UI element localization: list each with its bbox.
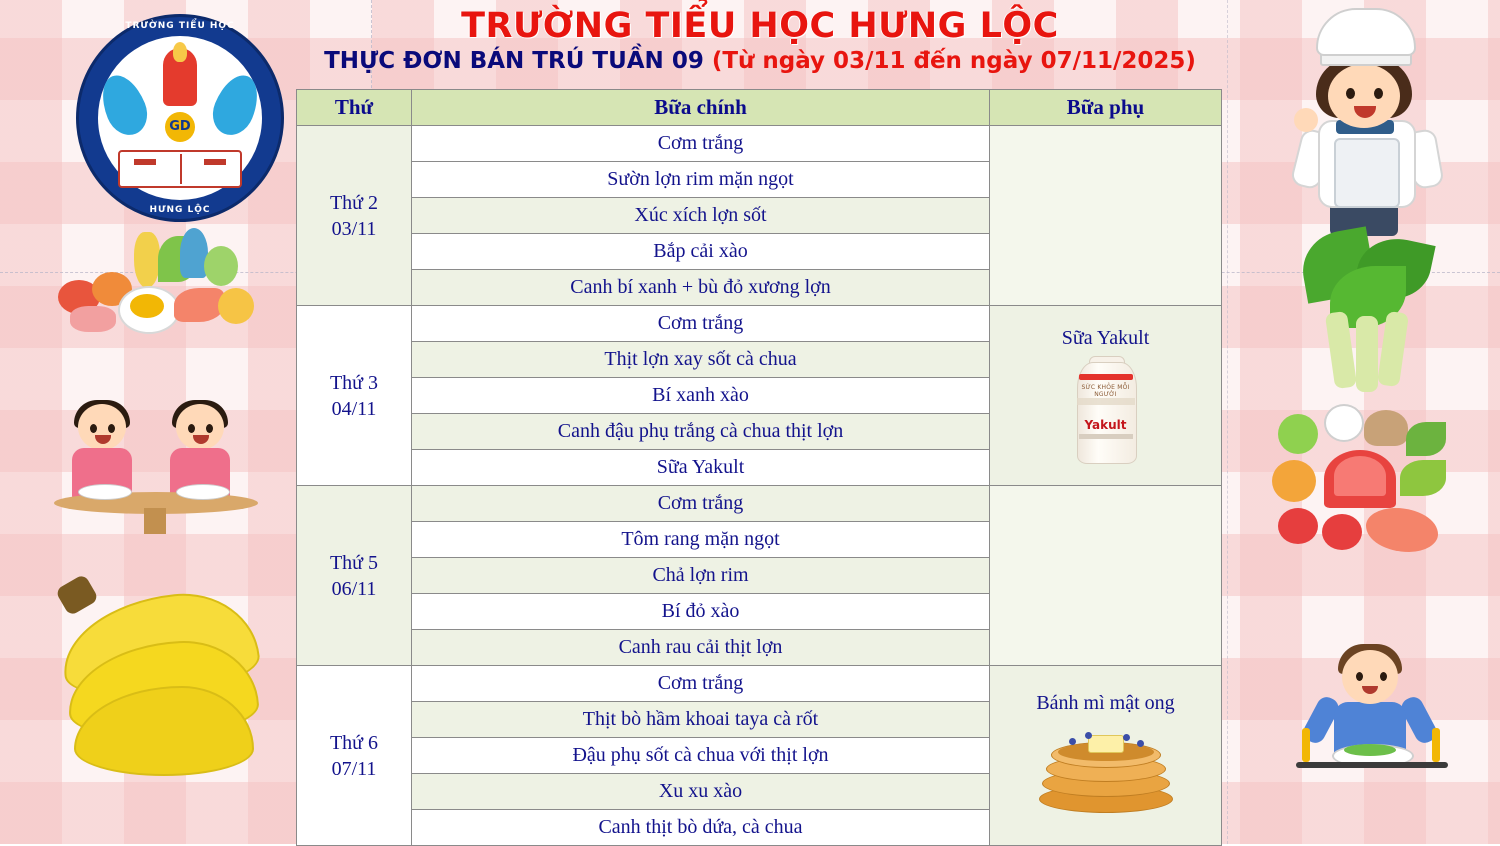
yakult-top-text: SỨC KHỎE MỖI NGƯỜI	[1081, 384, 1130, 398]
pancake-honey-icon	[1031, 723, 1181, 819]
dish-cell: Xúc xích lợn sốt	[412, 198, 990, 234]
dish-cell: Canh rau cải thịt lợn	[412, 630, 990, 666]
dish-cell: Canh đậu phụ trắng cà chua thịt lợn	[412, 414, 990, 450]
day-date: 07/11	[331, 757, 377, 780]
table-header-row	[297, 90, 1222, 126]
dish-cell: Cơm trắng	[412, 306, 990, 342]
menu-table-container	[296, 89, 1221, 846]
logo-badge: GD	[165, 112, 195, 142]
dish-cell: Cơm trắng	[412, 666, 990, 702]
yakult-brand: Yakult	[1084, 418, 1127, 432]
page-title: TRƯỜNG TIỂU HỌC HƯNG LỘC	[461, 6, 1059, 46]
table-row	[297, 666, 1222, 702]
dish-cell: Canh bí xanh + bù đỏ xương lợn	[412, 270, 990, 306]
fruit-vegetable-illustration	[1272, 404, 1462, 580]
day-name: Thứ 3	[329, 371, 379, 394]
kids-eating-illustration	[48, 396, 264, 536]
school-logo	[76, 14, 284, 222]
dish-cell: Cơm trắng	[412, 126, 990, 162]
page-header	[280, 6, 1240, 74]
yakult-bottle-icon	[1063, 356, 1149, 464]
dish-cell: Bí xanh xào	[412, 378, 990, 414]
dish-cell: Bắp cải xào	[412, 234, 990, 270]
snack-label: Sữa Yakult	[1061, 327, 1150, 349]
day-name: Thứ 5	[329, 551, 379, 574]
leafy-greens-illustration	[1272, 232, 1462, 396]
dish-cell: Sườn lợn rim mặn ngọt	[412, 162, 990, 198]
day-date: 03/11	[331, 217, 377, 240]
day-name: Thứ 6	[329, 731, 379, 754]
dish-cell: Chả lợn rim	[412, 558, 990, 594]
logo-book-icon	[118, 150, 242, 188]
bananas-illustration	[44, 560, 270, 800]
snack-label: Bánh mì mật ong	[1036, 692, 1175, 714]
column-header-main-meal: Bữa chính	[412, 90, 990, 126]
table-row	[297, 306, 1222, 342]
menu-table	[296, 89, 1222, 846]
day-name: Thứ 2	[329, 191, 379, 214]
chef-girl-illustration	[1272, 8, 1462, 238]
day-cell-friday	[297, 666, 412, 846]
dish-cell: Xu xu xào	[412, 774, 990, 810]
day-date: 04/11	[331, 397, 377, 420]
snack-cell-monday	[990, 126, 1222, 306]
dish-cell: Cơm trắng	[412, 486, 990, 522]
table-row	[297, 126, 1222, 162]
dish-cell: Đậu phụ sốt cà chua với thịt lợn	[412, 738, 990, 774]
snack-cell-thursday	[990, 486, 1222, 666]
dish-cell: Thịt lợn xay sốt cà chua	[412, 342, 990, 378]
page-subtitle	[280, 48, 1240, 74]
logo-flame-icon	[173, 42, 187, 62]
logo-text-top: TRƯỜNG TIỂU HỌC	[125, 21, 235, 31]
food-assortment-illustration	[48, 228, 264, 338]
day-cell-thursday	[297, 486, 412, 666]
snack-cell-friday	[990, 666, 1222, 846]
table-row	[297, 486, 1222, 522]
subtitle-dates: (Từ ngày 03/11 đến ngày 07/11/2025)	[711, 48, 1196, 75]
dish-cell: Tôm rang mặn ngọt	[412, 522, 990, 558]
day-cell-monday	[297, 126, 412, 306]
dish-cell: Sữa Yakult	[412, 450, 990, 486]
day-cell-tuesday	[297, 306, 412, 486]
subtitle-prefix: THỰC ĐƠN BÁN TRÚ TUẦN 09	[324, 48, 712, 75]
dish-cell: Bí đỏ xào	[412, 594, 990, 630]
snack-cell-tuesday	[990, 306, 1222, 486]
column-header-snack: Bữa phụ	[990, 90, 1222, 126]
dish-cell: Canh thịt bò dứa, cà chua	[412, 810, 990, 846]
column-header-day: Thứ	[297, 90, 412, 126]
day-date: 06/11	[331, 577, 377, 600]
dish-cell: Thịt bò hầm khoai taya cà rốt	[412, 702, 990, 738]
logo-text-bottom: HƯNG LỘC	[149, 205, 211, 215]
boy-with-plate-illustration	[1276, 640, 1466, 816]
